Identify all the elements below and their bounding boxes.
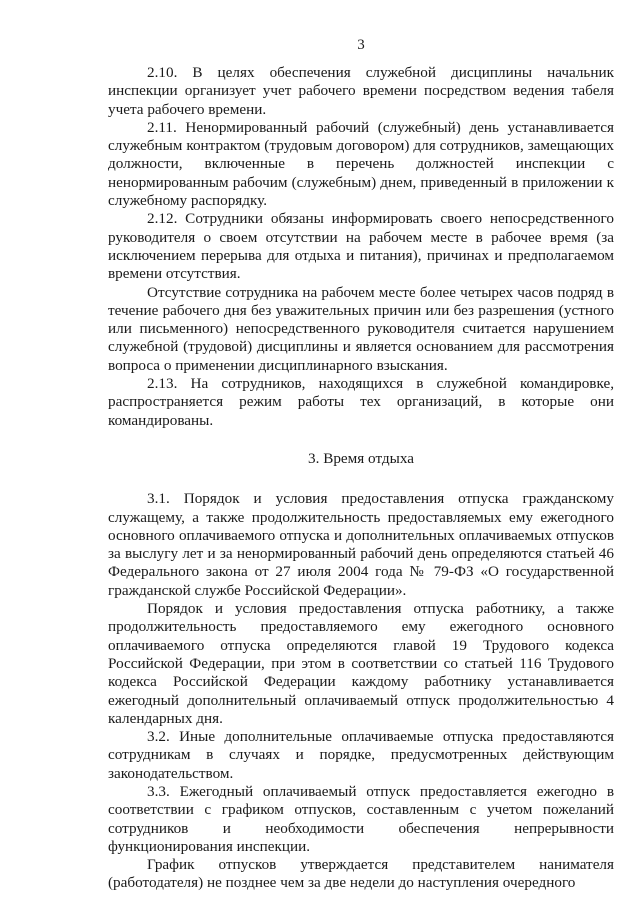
paragraph-3-2: 3.2. Иные дополнительные оплачиваемые отпуска предоставляются сотрудникам в случаях и порядке, предусмотренных действующим законодательством. — [108, 728, 614, 782]
paragraph-2-13: 2.13. На сотрудников, находящихся в служебной командировке, распространяется режим работы тех организаций, в которые они командированы. — [108, 375, 614, 429]
paragraph-2-10: 2.10. В целях обеспечения служебной дисциплины начальник инспекции организует учет рабочего времени посредством ведения табеля учета рабочего времени. — [108, 64, 614, 118]
page-number: 3 — [357, 37, 365, 53]
paragraph-3-3: 3.3. Ежегодный оплачиваемый отпуск предоставляется ежегодно в соответствии с графиком отпусков, составленным с учетом пожеланий сотрудников и необходимости обеспечения непрерывности функционирования инспекции. — [108, 782, 614, 855]
paragraph-employee-leave: Порядок и условия предоставления отпуска работнику, а также продолжительность предоставляемого ему ежегодного основного оплачиваемого отпуска определяются главой 19 Трудового кодекса Российской Федерации, при этом в соответствии со статьей 116 Трудового кодекса Российской Федерации каждому работнику устанавливается ежегодный дополнительный оплачиваемый отпуск продолжительностью 4 календарных дня. — [108, 600, 614, 727]
paragraph-schedule: График отпусков утверждается представителем нанимателя (работодателя) не позднее чем за две недели до наступления очередного — [108, 856, 614, 892]
section-heading: 3. Время отдыха — [308, 449, 414, 467]
paragraph-3-1: 3.1. Порядок и условия предоставления отпуска гражданскому служащему, а также продолжительность предоставляемых ему ежегодного основного оплачиваемого отпуска и дополнительных оплачиваемых отпусков за выслугу лет и за ненормированный рабочий день определяются статьей 46 Федерального закона от 27 июля 2004 года № 79-ФЗ «О государственной гражданской службе Российской Федерации». — [108, 490, 614, 599]
paragraph-2-11: 2.11. Ненормированный рабочий (служебный) день устанавливается служебным контрактом (трудовым договором) для сотрудников, замещающих должности, включенные в перечень должностей инспекции с ненормированным рабочим (служебным) днем, приведенный в приложении к служебному распорядку. — [108, 118, 614, 210]
document-page — [108, 36, 614, 893]
paragraph-2-12: 2.12. Сотрудники обязаны информировать своего непосредственного руководителя о своем отсутствии на рабочем месте в рабочее время (за исключением перерыва для отдыха и питания), причинах и предполагаемом времени отсутствия. — [108, 210, 614, 283]
paragraph-absence: Отсутствие сотрудника на рабочем месте более четырех часов подряд в течение рабочего дня без уважительных причин или без разрешения (устного или письменного) непосредственного руководителя считается нарушением служебной (трудовой) дисциплины и является основанием для рассмотрения вопроса о применении дисциплинарного взыскания. — [108, 283, 614, 374]
